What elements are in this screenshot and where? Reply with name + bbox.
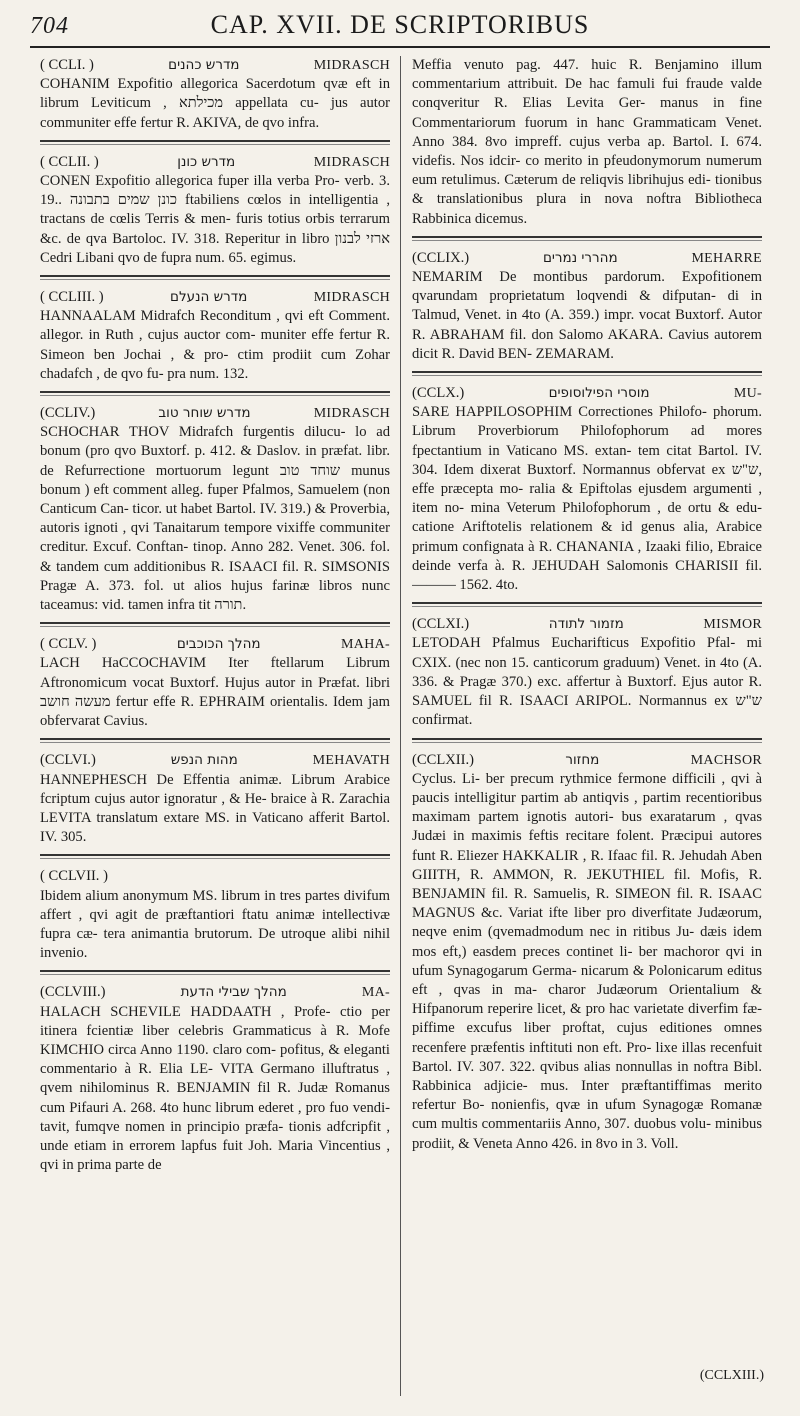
entry-latin-title: MACHSOR — [690, 752, 762, 768]
entry-hebrew-title: מוסרי הפילוסופים — [548, 385, 650, 402]
entry-heading — [412, 249, 762, 268]
entry-hebrew-title: מדרש שוחר טוב — [158, 405, 251, 422]
entry-divider — [40, 391, 390, 396]
entry-hebrew-title: מדרש כהנים — [168, 57, 240, 73]
entry-heading — [412, 751, 762, 770]
entry-divider — [412, 738, 762, 743]
entry-hebrew-title: מהררי נמרים — [542, 249, 618, 266]
entry-number: ( CCLII. ) — [40, 153, 99, 170]
running-title: CAP. XVII. DE SCRIPTORIBUS — [210, 10, 590, 39]
entry-hebrew-title: מחזור — [565, 751, 600, 768]
entry-body: HALACH SCHEVILE HADDAATH , Profe- ctio per itinera fcientiæ liber celebris Grammaticus à R. Mofe KIMCHIO circa Anno 1190. claro com- pofitus, & eleganti commentario à R. Elia LE- VITA Germano illuftratus , qvem nihilominus R. BENJAMIN fil R. Judæ Romanus cum Pifauri A. 268. 4to hunc librum ederet , pro fuo vendi- tavit, fumqve nomen in principio præfa- tionis adfcripfit , unde etiam in errorem lapfus fuit Joh. Maria Vincentius , qvi in prima parte de — [40, 1003, 390, 1174]
entry-divider — [40, 970, 390, 975]
entry-body: SCHOCHAR THOV Midrafch furgentis dilucu- lo ad bonum (pro qvo Buxtorf. p. 412. & Daslov. in præfat. libr. de Refurrectione mortuorum legunt שוחד טוב munus bonum ) eft comment alleg. fuper Pfalmos, Samuelem (non Canticum Can- ticor. ut habet Bartol. IV. 319.) & Proverbia, autoris ignoti , qvi Tanaitarum tempore vixiffe communiter creditur. Excuf. Conftan- tinop. Anno 282. Venet. 306. fol. & tandem cum additionibus R. ISAACI fil. R. SIMSONIS Pragæ A. 373. fol. ut alios hujus farinæ libros nunc taceamus: vid. tamen infra tit תורה. — [40, 424, 390, 614]
bibliography-entry — [40, 153, 390, 268]
entry-number: (CCLXII.) — [412, 751, 475, 768]
entry-number: ( CCLVII. ) — [40, 868, 108, 885]
entry-divider — [40, 275, 390, 280]
page-number: 704 — [30, 13, 69, 39]
entry-body: CONEN Expofitio allegorica fuper illa verba Pro- verb. 3. 19.. כונן שמים בתבונה ftabiliens cœlos in intelligentia , tractans de cœlis Terris & men- furis totius orbis terrarum &c. de qva Bartoloc. IV. 318. Reperitur in libro ארזי לבנון Cedri Libani qvo de fupra num. 65. egimus. — [40, 173, 390, 266]
entry-number: (CCLX.) — [412, 385, 465, 402]
entry-heading — [40, 867, 390, 886]
entry-heading — [40, 983, 390, 1002]
entry-body: COHANIM Expofitio allegorica Sacerdotum qvæ eft in librum Leviticum , מכילתא appellata cu- jus autor communiter effe fertur R. AKIVA, de qvo infra. — [40, 76, 390, 131]
entry-latin-title: MU- — [733, 386, 762, 402]
entry-heading — [40, 288, 390, 307]
entry-divider — [40, 854, 390, 859]
bibliography-entry — [412, 384, 762, 595]
bibliography-entry — [412, 751, 762, 1154]
entry-latin-title: MISMOR — [703, 617, 762, 633]
bibliography-entry — [40, 983, 390, 1175]
bibliography-entry — [40, 288, 390, 384]
entry-number: (CCLIV.) — [40, 405, 96, 422]
entry-body: LACH HaCCOCHAVIM Iter ftellarum Librum Aftronomicum vocat Buxtorf. Hujus autor in Præfat. libri מעשה חושב fertur effe R. EPHRAIM orientalis. Idem jam obfervarat Cavius. — [40, 655, 390, 730]
entry-divider — [40, 738, 390, 743]
bibliography-entry — [40, 56, 390, 133]
entry-hebrew-title: מהות הנפש — [170, 752, 238, 769]
bibliography-entry — [40, 404, 390, 615]
entry-latin-title: MEHARRE — [691, 250, 762, 266]
entry-divider — [412, 371, 762, 376]
entry-heading — [412, 384, 762, 403]
catchword: (CCLXIII.) — [699, 1368, 764, 1383]
entry-number: (CCLVI.) — [40, 752, 96, 769]
bibliography-entry — [412, 615, 762, 730]
entry-heading — [412, 615, 762, 634]
entry-body: NEMARIM De montibus pardorum. Expofitionem qvarundam proprietatum loqvendi & difputan- di in Talmud, Venet. in 4to (A. 359.) impr. vocat Buxtorf. Autor R. ABRAHAM fil. don Salomo AKARA. Cavius autorem dicit R. David BEN- ZEMARAM. — [412, 269, 762, 362]
right-column — [412, 56, 762, 1401]
entry-latin-title: MEHAVATH — [312, 753, 390, 769]
entry-number: (CCLXI.) — [412, 616, 470, 633]
entry-body: Ibidem alium anonymum MS. librum in tres partes divifum affert , qvi agit de præftantiori ftatu animæ intellectivæ fupra cæ- tera animantia brutorum. De utroque alibi nihil invenio. — [40, 887, 390, 962]
bibliography-entry — [412, 249, 762, 364]
entry-body: HANNAALAM Midrafch Reconditum , qvi eft Comment. allegor. in Ruth , cujus auctor com- muniter effe fertur R. Simeon ben Jochai , & pro- ctim prodiit cum Zohar chadafch , de qvo fu- pra num. 132. — [40, 308, 390, 382]
entry-number: (CCLVIII.) — [40, 984, 106, 1001]
entry-latin-title: MIDRASCH — [313, 58, 390, 73]
entry-heading — [40, 153, 390, 172]
entry-body: SARE HAPPILOSOPHIM Correctiones Philofo- phorum. Librum Proverbiorum Philofophorum ad mores fpectantium in Vaticano MS. extan- tem citat Bartol. IV. 304. Idem dixerat Buxtorf. Normannus obfervat ex ש"ש, effe præcepta mo- ralia & Epiftolas ejusdem argumenti , item no- mina Veterum Philofophorum , de ortu & edu- catione Ariftotelis relationem & id genus alia, Arabice primum confignata à R. CHANANIA , Izaaki filio, Ebraice deinde verfa à. R. JEHUDAH Salomonis CHARISII fil. ——— 1562. 4to. — [412, 404, 762, 594]
entry-hebrew-title: מהלך שבילי הדעת — [180, 984, 287, 1001]
bibliography-entry — [40, 635, 390, 731]
entry-number: ( CCLV. ) — [40, 636, 97, 653]
entry-number: ( CCLI. ) — [40, 57, 94, 73]
entry-hebrew-title: מדרש הנעלם — [170, 289, 248, 306]
left-column — [40, 56, 390, 1401]
header-rule — [30, 46, 770, 48]
entry-body: LETODAH Pfalmus Eucharifticus Expofitio Pfal- mi CXIX. (nec non 15. canticorum graduum) Venet. in 4to (A. 336. & Pragæ 370.) exc. affertur à Buxtorf. Ejus autor R. SAMUEL fil R. ISAACI ARIPOL. Normannus ex ש"ש confirmat. — [412, 635, 762, 729]
entry-hebrew-title: מהלך הכוכבים — [176, 636, 261, 653]
bibliography-entry — [40, 751, 390, 847]
entry-latin-title: MIDRASCH — [313, 154, 390, 170]
entry-heading — [40, 404, 390, 423]
column-divider — [400, 56, 401, 1396]
entry-latin-title: MIDRASCH — [313, 406, 390, 422]
entry-divider — [412, 236, 762, 241]
entry-latin-title: MA- — [361, 985, 390, 1001]
entry-body: Meffia venuto pag. 447. huic R. Benjamino illum commentarium attribuit. De hac famuli fui fraude valde conqveritur R. Elias Levita Ger- manus in fine Commentariorum fuorum in hanc Grammaticam Venet. Anno 384. 8vo impreff. cujus verba ap. Bartol. I. 674. videfis. Nos idcir- co merito in pfeudonymorum numerum eum retulimus. Cæterum de reliqvis librihujus edi- tionibus & translationibus plura in nova noftra Bibliotheca Rabbinica dicemus. — [412, 57, 762, 227]
entry-hebrew-title: מזמור לתודה — [548, 616, 624, 633]
entry-body: HANNEPHESCH De Effentia animæ. Librum Arabice fcriptum cujus autor ignoratur , & He- braice à R. Zarachia LEVITA translatum extare MS. in Vaticano afferit Bartol. IV. 305. — [40, 771, 390, 846]
bibliography-entry — [40, 867, 390, 963]
bibliography-entry — [412, 56, 762, 229]
entry-latin-title: MAHA- — [341, 637, 390, 653]
entry-divider — [40, 140, 390, 145]
entry-number: ( CCLIII. ) — [40, 289, 104, 306]
entry-divider — [40, 622, 390, 627]
entry-hebrew-title: מדרש כונן — [177, 153, 236, 170]
page-header — [30, 10, 770, 44]
entry-number: (CCLIX.) — [412, 249, 470, 266]
entry-body: Cyclus. Li- ber precum rythmice fermone difficili , qvi à paucis intelligitur partim ab antiqvis , partim recentioribus maximam partem ignotis autori- bus exaratarum , qvas Judæi in maximis feftis recitare folent. Præcipui autores funt R. Eliezer HAKKALIR , R. Ifaac fil. R. Jehudah Aben GIIITH, R. AMMON, R. JEKUTHIEL fil. Mofis, R. BENJAMIN fil. R. Samuelis, R. SIMEON fil. R. ISAAC MAGNUS &c. Variat ifte liber pro diverfitate Judæorum, neqve enim (qvemadmodum nec in ritibus Ju- dæis idem mos eft,) easdem preces continet li- ber machoror qvi in ufum Synagogarum Germa- nicarum & Polonicarum editus eft , qvas in ma- charor Judæorum Orientalium & Hifpanorum reperire licet, & pro hac varietate diverfim fæ- piffime excufus liber proftat, cujus editiones omnes recenfere præfentis inftituti non eft. Pro- lixe illas recenfuit Bartol. IV. 307. 322. qvibus alias nonnullas in noftra Bibl. Rabbinica adjicie- mus. Inter præftantiffimas merito refertur Bo- nonienfis, qvæ in ufum Synagogæ Romanæ cum multis commentariis Anno, 307. duobus volu- minibus prodiit, & Veneta Anno 426. in 8vo in 3. Voll. — [412, 770, 762, 1152]
entry-latin-title: MIDRASCH — [313, 290, 390, 306]
entry-heading — [40, 635, 390, 654]
entry-divider — [412, 602, 762, 607]
entry-heading — [40, 751, 390, 770]
entry-heading — [40, 56, 390, 75]
